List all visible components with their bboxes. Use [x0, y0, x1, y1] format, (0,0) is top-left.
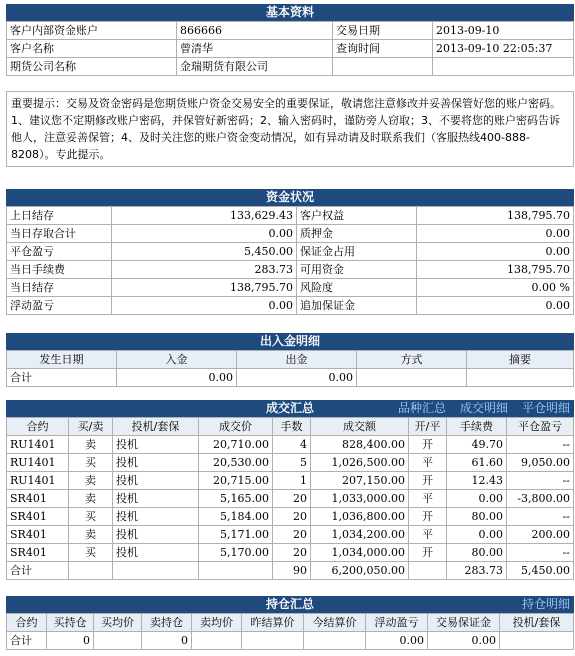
trade-cell: 80.00: [447, 544, 507, 562]
trade-cell: 1,026,500.00: [311, 454, 409, 472]
total-value: [69, 562, 113, 580]
total-label: 合计: [7, 369, 117, 387]
total-value: 0.00: [428, 632, 500, 650]
total-value: [113, 562, 199, 580]
trade-cell: 1,036,800.00: [311, 508, 409, 526]
trades-section: [6, 400, 574, 580]
trade-cell: 5,171.00: [199, 526, 273, 544]
basic-info-title: 基本资料: [6, 4, 574, 21]
field-label: 追加保证金: [297, 297, 417, 315]
trade-cell: 平: [409, 454, 447, 472]
trade-cell: 平: [409, 526, 447, 544]
link-持仓明细[interactable]: 持仓明细: [521, 597, 570, 611]
column-header: 卖持仓: [142, 614, 192, 632]
trade-cell: 80.00: [447, 508, 507, 526]
trade-cell: 20: [273, 544, 311, 562]
trade-cell: SR401: [7, 490, 69, 508]
trade-cell: 1,034,200.00: [311, 526, 409, 544]
positions-section: [6, 596, 574, 650]
basic-info-section: [6, 4, 574, 76]
total-value: [192, 632, 242, 650]
trade-cell: 买: [69, 508, 113, 526]
column-header: 交易保证金: [428, 614, 500, 632]
trade-cell: 开: [409, 508, 447, 526]
field-value: 0.00: [417, 243, 574, 261]
field-value: [433, 58, 574, 76]
funds-row: [7, 243, 574, 261]
trades-table: [6, 417, 574, 580]
total-value: 0.00: [117, 369, 237, 387]
trade-cell: 卖: [69, 436, 113, 454]
column-header: 今结算价: [304, 614, 366, 632]
total-value: 0.00: [366, 632, 428, 650]
trade-cell: 卖: [69, 490, 113, 508]
column-header: 手续费: [447, 418, 507, 436]
trade-cell: 0.00: [447, 526, 507, 544]
field-value: 138,795.70: [417, 261, 574, 279]
total-value: 90: [273, 562, 311, 580]
field-label: 客户内部资金账户: [7, 22, 177, 40]
trade-cell: 投机: [113, 526, 199, 544]
trade-cell: 20: [273, 526, 311, 544]
field-value: 2013-09-10 22:05:37: [433, 40, 574, 58]
total-value: 0.00: [237, 369, 357, 387]
positions-links: [508, 596, 570, 613]
trade-cell: 5,170.00: [199, 544, 273, 562]
field-value: 2013-09-10: [433, 22, 574, 40]
trade-cell: 投机: [113, 472, 199, 490]
trade-cell: 20: [273, 508, 311, 526]
trade-cell: 投机: [113, 454, 199, 472]
trade-cell: 9,050.00: [507, 454, 574, 472]
trade-cell: 12.43: [447, 472, 507, 490]
total-label: 合计: [7, 632, 47, 650]
security-notice: 重要提示：交易及资金密码是您期货账户资金交易安全的重要保证，敬请您注意修改并妥善保管好您的账户密码。1、建议您不定期修改账户密码，并保管好新密码；2、输入密码时，谨防旁人窃取；3、不要将您的账户密码告诉他人，注意妥善保管；4、及时关注您的账户资金变动情况，如有异动请及时联系我们（客服热线400-888-8208）。专此提示。: [6, 91, 574, 167]
column-header: 买均价: [94, 614, 142, 632]
basic-info-table: [6, 21, 574, 76]
trade-cell: --: [507, 544, 574, 562]
field-label: 交易日期: [333, 22, 433, 40]
funds-row: [7, 297, 574, 315]
trade-cell: --: [507, 436, 574, 454]
trade-cell: -3,800.00: [507, 490, 574, 508]
field-label: 平仓盈亏: [7, 243, 112, 261]
column-header: 成交价: [199, 418, 273, 436]
column-header: 发生日期: [7, 351, 117, 369]
trade-cell: 828,400.00: [311, 436, 409, 454]
column-header: 入金: [117, 351, 237, 369]
column-header: 平仓盈亏: [507, 418, 574, 436]
column-header: 方式: [357, 351, 467, 369]
link-成交明细[interactable]: 成交明细: [459, 401, 508, 415]
funds-row: [7, 279, 574, 297]
column-header: 买持仓: [47, 614, 94, 632]
trade-cell: 4: [273, 436, 311, 454]
positions-table: [6, 613, 574, 650]
total-value: 6,200,050.00: [311, 562, 409, 580]
trade-row: [7, 436, 574, 454]
trades-links: [384, 400, 570, 417]
field-label: 质押金: [297, 225, 417, 243]
field-value: 0.00 %: [417, 279, 574, 297]
total-value: 5,450.00: [507, 562, 574, 580]
funds-row: [7, 225, 574, 243]
field-label: 浮动盈亏: [7, 297, 112, 315]
trade-cell: --: [507, 508, 574, 526]
field-label: 客户权益: [297, 207, 417, 225]
deposits-header-row: [7, 351, 574, 369]
trade-cell: 平: [409, 490, 447, 508]
trade-cell: 61.60: [447, 454, 507, 472]
basic-info-row: [7, 40, 574, 58]
funds-section: [6, 189, 574, 315]
notice-section: [6, 91, 574, 167]
trade-cell: SR401: [7, 526, 69, 544]
trade-row: [7, 508, 574, 526]
trade-cell: RU1401: [7, 454, 69, 472]
field-label: 保证金占用: [297, 243, 417, 261]
total-label: 合计: [7, 562, 69, 580]
field-value: 283.73: [112, 261, 297, 279]
basic-info-row: [7, 58, 574, 76]
trades-title-bar: [6, 400, 574, 417]
total-value: [500, 632, 574, 650]
positions-title-bar: [6, 596, 574, 613]
field-label: 客户名称: [7, 40, 177, 58]
trade-cell: 20,530.00: [199, 454, 273, 472]
trade-cell: 投机: [113, 436, 199, 454]
column-header: 开/平: [409, 418, 447, 436]
total-value: [304, 632, 366, 650]
trades-title: 成交汇总: [265, 401, 314, 415]
link-平仓明细[interactable]: 平仓明细: [521, 401, 570, 415]
column-header: 摘要: [467, 351, 574, 369]
trade-cell: SR401: [7, 508, 69, 526]
trade-row: [7, 454, 574, 472]
funds-title: 资金状况: [6, 189, 574, 206]
total-value: [357, 369, 467, 387]
trade-cell: 1,033,000.00: [311, 490, 409, 508]
field-value: 138,795.70: [417, 207, 574, 225]
column-header: 投机/套保: [113, 418, 199, 436]
total-value: [199, 562, 273, 580]
trade-cell: 投机: [113, 544, 199, 562]
trade-cell: 20,715.00: [199, 472, 273, 490]
trade-row: [7, 544, 574, 562]
field-value: 金瑞期货有限公司: [177, 58, 333, 76]
field-value: 138,795.70: [112, 279, 297, 297]
field-label: 上日结存: [7, 207, 112, 225]
field-value: 133,629.43: [112, 207, 297, 225]
trades-header-row: [7, 418, 574, 436]
total-value: [242, 632, 304, 650]
total-value: [94, 632, 142, 650]
column-header: 昨结算价: [242, 614, 304, 632]
column-header: 买/卖: [69, 418, 113, 436]
field-value: 866666: [177, 22, 333, 40]
trade-cell: 200.00: [507, 526, 574, 544]
basic-info-row: [7, 22, 574, 40]
column-header: 卖均价: [192, 614, 242, 632]
total-value: 283.73: [447, 562, 507, 580]
field-label: 当日存取合计: [7, 225, 112, 243]
trade-cell: RU1401: [7, 436, 69, 454]
column-header: 投机/套保: [500, 614, 574, 632]
trade-cell: 20: [273, 490, 311, 508]
field-label: 查询时间: [333, 40, 433, 58]
deposits-title: 出入金明细: [6, 333, 574, 350]
trades-total-row: [7, 562, 574, 580]
trade-cell: 5,184.00: [199, 508, 273, 526]
deposits-table: [6, 350, 574, 387]
trade-cell: --: [507, 472, 574, 490]
trade-cell: 买: [69, 544, 113, 562]
column-header: 合约: [7, 614, 47, 632]
field-label: 可用资金: [297, 261, 417, 279]
trade-cell: 0.00: [447, 490, 507, 508]
trade-cell: 开: [409, 436, 447, 454]
trade-cell: 卖: [69, 526, 113, 544]
trade-cell: RU1401: [7, 472, 69, 490]
funds-row: [7, 207, 574, 225]
field-label: 期货公司名称: [7, 58, 177, 76]
field-label: 当日手续费: [7, 261, 112, 279]
column-header: 手数: [273, 418, 311, 436]
column-header: 合约: [7, 418, 69, 436]
link-品种汇总[interactable]: 品种汇总: [397, 401, 446, 415]
total-value: [409, 562, 447, 580]
trade-cell: 20,710.00: [199, 436, 273, 454]
field-label: 当日结存: [7, 279, 112, 297]
trade-cell: 1: [273, 472, 311, 490]
trade-cell: 开: [409, 544, 447, 562]
trade-cell: 开: [409, 472, 447, 490]
total-value: [467, 369, 574, 387]
trade-row: [7, 472, 574, 490]
field-value: 0.00: [112, 225, 297, 243]
field-value: 5,450.00: [112, 243, 297, 261]
positions-total-row: [7, 632, 574, 650]
positions-header-row: [7, 614, 574, 632]
column-header: 出金: [237, 351, 357, 369]
trade-cell: 投机: [113, 508, 199, 526]
field-label: 风险度: [297, 279, 417, 297]
trade-cell: 49.70: [447, 436, 507, 454]
deposits-total-row: [7, 369, 574, 387]
field-value: 曾清华: [177, 40, 333, 58]
trade-row: [7, 490, 574, 508]
trade-cell: 卖: [69, 472, 113, 490]
column-header: 浮动盈亏: [366, 614, 428, 632]
trade-cell: 207,150.00: [311, 472, 409, 490]
trade-cell: 投机: [113, 490, 199, 508]
trade-cell: 5: [273, 454, 311, 472]
trade-cell: 1,034,000.00: [311, 544, 409, 562]
trade-cell: 买: [69, 454, 113, 472]
funds-table: [6, 206, 574, 315]
positions-title: 持仓汇总: [265, 597, 314, 611]
column-header: 成交额: [311, 418, 409, 436]
funds-row: [7, 261, 574, 279]
total-value: 0: [142, 632, 192, 650]
trade-cell: 5,165.00: [199, 490, 273, 508]
field-label: [333, 58, 433, 76]
field-value: 0.00: [112, 297, 297, 315]
trade-cell: SR401: [7, 544, 69, 562]
field-value: 0.00: [417, 297, 574, 315]
trade-row: [7, 526, 574, 544]
field-value: 0.00: [417, 225, 574, 243]
deposits-section: [6, 333, 574, 387]
total-value: 0: [47, 632, 94, 650]
